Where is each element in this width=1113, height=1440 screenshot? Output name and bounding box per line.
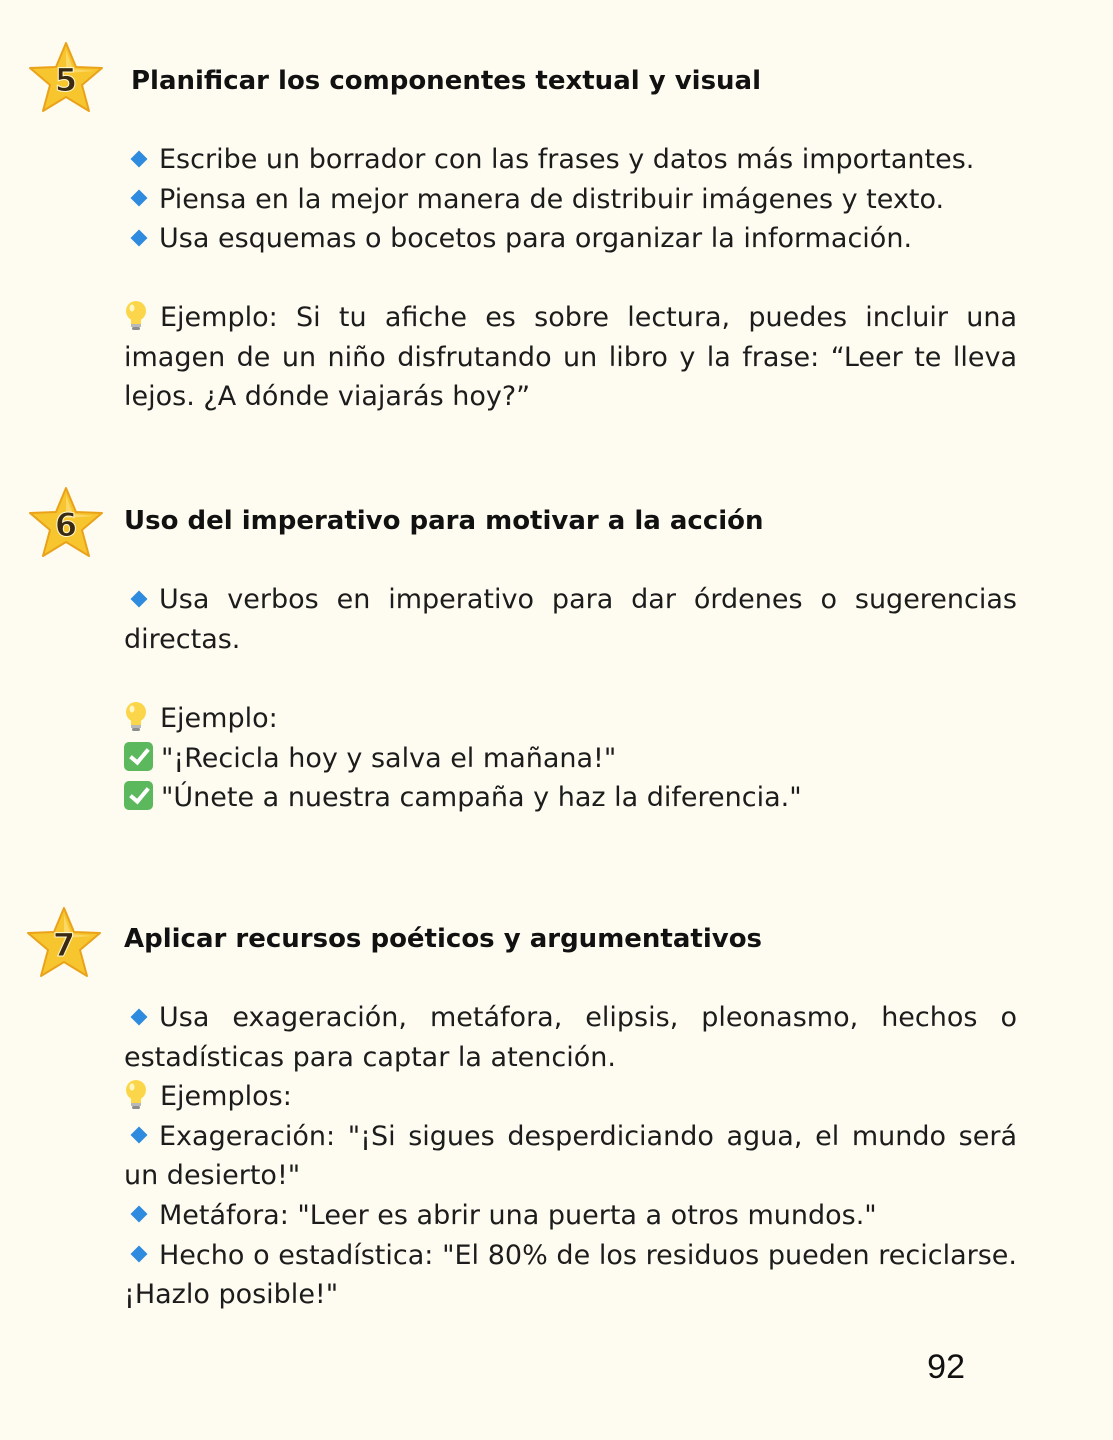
star-5-number: 5 (54, 61, 78, 99)
lightbulb-icon (124, 701, 148, 733)
list-item: Exageración: "¡Si sigues desperdiciando agua, el mundo será un desierto!" (124, 1120, 1017, 1192)
diamond-icon (131, 1206, 148, 1223)
example-label: Ejemplo: (160, 703, 278, 734)
section-7-content (124, 998, 1017, 1315)
star-7-icon (24, 905, 104, 981)
list-item: Usa esquemas o bocetos para organizar la información. (124, 219, 1017, 259)
star-7-number: 7 (52, 926, 76, 964)
diamond-icon (131, 150, 148, 167)
diamond-icon (131, 190, 148, 207)
diamond-icon (131, 1008, 148, 1025)
list-item: Piensa en la mejor manera de distribuir imágenes y texto. (124, 180, 1017, 220)
list-item: "Únete a nuestra campaña y haz la diferencia." (124, 778, 1017, 818)
diamond-icon (131, 1246, 148, 1263)
section-6-title: Uso del imperativo para motivar a la acción (124, 506, 764, 536)
diamond-icon (131, 229, 148, 246)
list-item: "¡Recicla hoy y salva el mañana!" (124, 739, 1017, 779)
check-mark-icon (124, 781, 153, 810)
section-7-title: Aplicar recursos poéticos y argumentativos (124, 924, 763, 954)
examples-label: Ejemplos: (160, 1081, 292, 1113)
diamond-icon (131, 590, 148, 607)
check-mark-icon (124, 742, 153, 771)
star-5-icon (26, 40, 106, 116)
list-item: Usa exageración, metáfora, elipsis, pleonasmo, hechos o estadísticas para captar la atención. (124, 1002, 1017, 1073)
lightbulb-icon (124, 300, 148, 332)
list-item: Hecho o estadística: "El 80% de los residuos pueden reciclarse. ¡Hazlo posible!" (124, 1239, 1017, 1311)
section-6-example (124, 699, 1017, 818)
section-5-bullets (124, 140, 1017, 259)
section-5-title: Planificar los componentes textual y visual (131, 66, 762, 96)
example-text: Ejemplo: Si tu afiche es sobre lectura, puedes incluir una imagen de un niño disfrutando un libro y la frase: “Leer te lleva lejos. ¿A dónde viajarás hoy?” (124, 302, 1017, 413)
star-6-number: 6 (54, 506, 78, 544)
lightbulb-icon (124, 1079, 148, 1111)
section-5-example (124, 298, 1017, 417)
diamond-icon (131, 1127, 148, 1144)
page-number: 92 (927, 1348, 965, 1386)
list-item: Metáfora: "Leer es abrir una puerta a otros mundos." (124, 1196, 1017, 1236)
star-6-icon (26, 485, 106, 561)
section-6-bullet: Usa verbos en imperativo para dar órdenes o sugerencias directas. (124, 584, 1017, 655)
list-item: Escribe un borrador con las frases y datos más importantes. (124, 140, 1017, 180)
